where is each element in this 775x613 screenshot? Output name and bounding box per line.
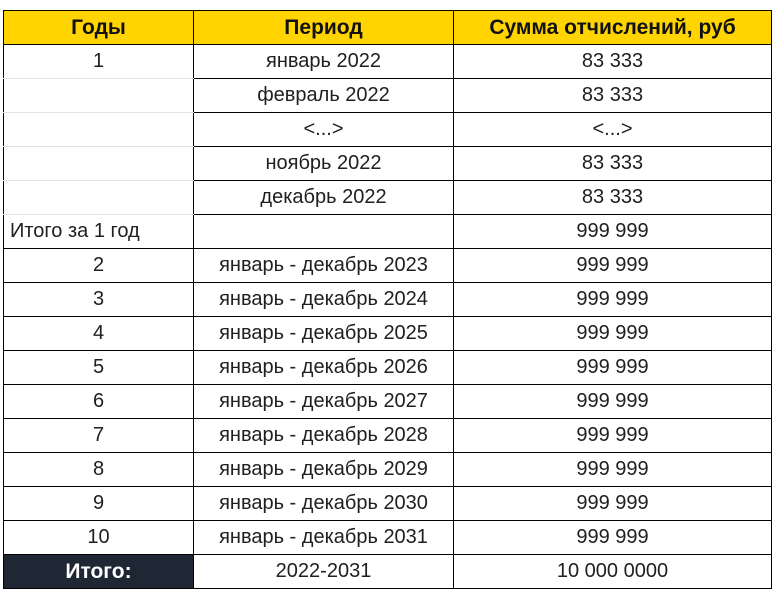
table-row xyxy=(4,385,772,419)
subtotal-row xyxy=(4,215,772,249)
header-amount[interactable]: Сумма отчислений, руб xyxy=(454,11,772,45)
amount-cell[interactable]: 83 333 xyxy=(454,79,772,113)
year-cell[interactable]: 10 xyxy=(4,521,194,555)
total-amount[interactable]: 10 000 0000 xyxy=(454,555,772,589)
amount-cell[interactable]: 999 999 xyxy=(454,351,772,385)
year-cell[interactable] xyxy=(4,147,194,181)
year-cell[interactable]: 6 xyxy=(4,385,194,419)
header-years[interactable]: Годы xyxy=(4,11,194,45)
table-row xyxy=(4,521,772,555)
year-cell[interactable]: 4 xyxy=(4,317,194,351)
amount-cell[interactable]: 83 333 xyxy=(454,147,772,181)
amount-cell[interactable]: 999 999 xyxy=(454,317,772,351)
amount-cell[interactable]: 999 999 xyxy=(454,385,772,419)
total-row xyxy=(4,555,772,589)
header-period[interactable]: Период xyxy=(194,11,454,45)
table-row xyxy=(4,45,772,79)
table-row xyxy=(4,113,772,147)
total-period[interactable]: 2022-2031 xyxy=(194,555,454,589)
amount-cell[interactable]: 999 999 xyxy=(454,283,772,317)
subtotal-label[interactable]: Итого за 1 год xyxy=(4,215,194,249)
period-cell[interactable]: январь - декабрь 2030 xyxy=(194,487,454,521)
period-cell[interactable]: <...> xyxy=(194,113,454,147)
table-row xyxy=(4,317,772,351)
table-row xyxy=(4,249,772,283)
subtotal-amount[interactable]: 999 999 xyxy=(454,215,772,249)
amount-cell[interactable]: 999 999 xyxy=(454,453,772,487)
year-cell[interactable]: 7 xyxy=(4,419,194,453)
year-cell[interactable]: 1 xyxy=(4,45,194,79)
year-cell[interactable]: 8 xyxy=(4,453,194,487)
amount-cell[interactable]: 83 333 xyxy=(454,45,772,79)
amount-cell[interactable]: 83 333 xyxy=(454,181,772,215)
period-cell[interactable]: декабрь 2022 xyxy=(194,181,454,215)
year-cell[interactable]: 5 xyxy=(4,351,194,385)
period-cell[interactable]: ноябрь 2022 xyxy=(194,147,454,181)
year-cell[interactable] xyxy=(4,113,194,147)
table-row xyxy=(4,351,772,385)
amount-cell[interactable]: <...> xyxy=(454,113,772,147)
period-cell[interactable]: январь - декабрь 2027 xyxy=(194,385,454,419)
table-row xyxy=(4,147,772,181)
year-cell[interactable] xyxy=(4,79,194,113)
amount-cell[interactable]: 999 999 xyxy=(454,521,772,555)
year-cell[interactable]: 3 xyxy=(4,283,194,317)
amount-cell[interactable]: 999 999 xyxy=(454,249,772,283)
year-cell[interactable] xyxy=(4,181,194,215)
table-row xyxy=(4,419,772,453)
period-cell[interactable]: февраль 2022 xyxy=(194,79,454,113)
period-cell[interactable] xyxy=(194,215,454,249)
table-row xyxy=(4,453,772,487)
year-cell[interactable]: 9 xyxy=(4,487,194,521)
amount-cell[interactable]: 999 999 xyxy=(454,419,772,453)
period-cell[interactable]: январь - декабрь 2023 xyxy=(194,249,454,283)
amount-cell[interactable]: 999 999 xyxy=(454,487,772,521)
table-row xyxy=(4,79,772,113)
period-cell[interactable]: январь - декабрь 2031 xyxy=(194,521,454,555)
period-cell[interactable]: январь - декабрь 2029 xyxy=(194,453,454,487)
period-cell[interactable]: январь - декабрь 2025 xyxy=(194,317,454,351)
contributions-table xyxy=(3,10,772,589)
period-cell[interactable]: январь - декабрь 2026 xyxy=(194,351,454,385)
table-row xyxy=(4,487,772,521)
period-cell[interactable]: январь - декабрь 2024 xyxy=(194,283,454,317)
year-cell[interactable]: 2 xyxy=(4,249,194,283)
total-label[interactable]: Итого: xyxy=(4,555,194,589)
table-row xyxy=(4,283,772,317)
period-cell[interactable]: январь 2022 xyxy=(194,45,454,79)
period-cell[interactable]: январь - декабрь 2028 xyxy=(194,419,454,453)
header-row xyxy=(4,11,772,45)
table-row xyxy=(4,181,772,215)
